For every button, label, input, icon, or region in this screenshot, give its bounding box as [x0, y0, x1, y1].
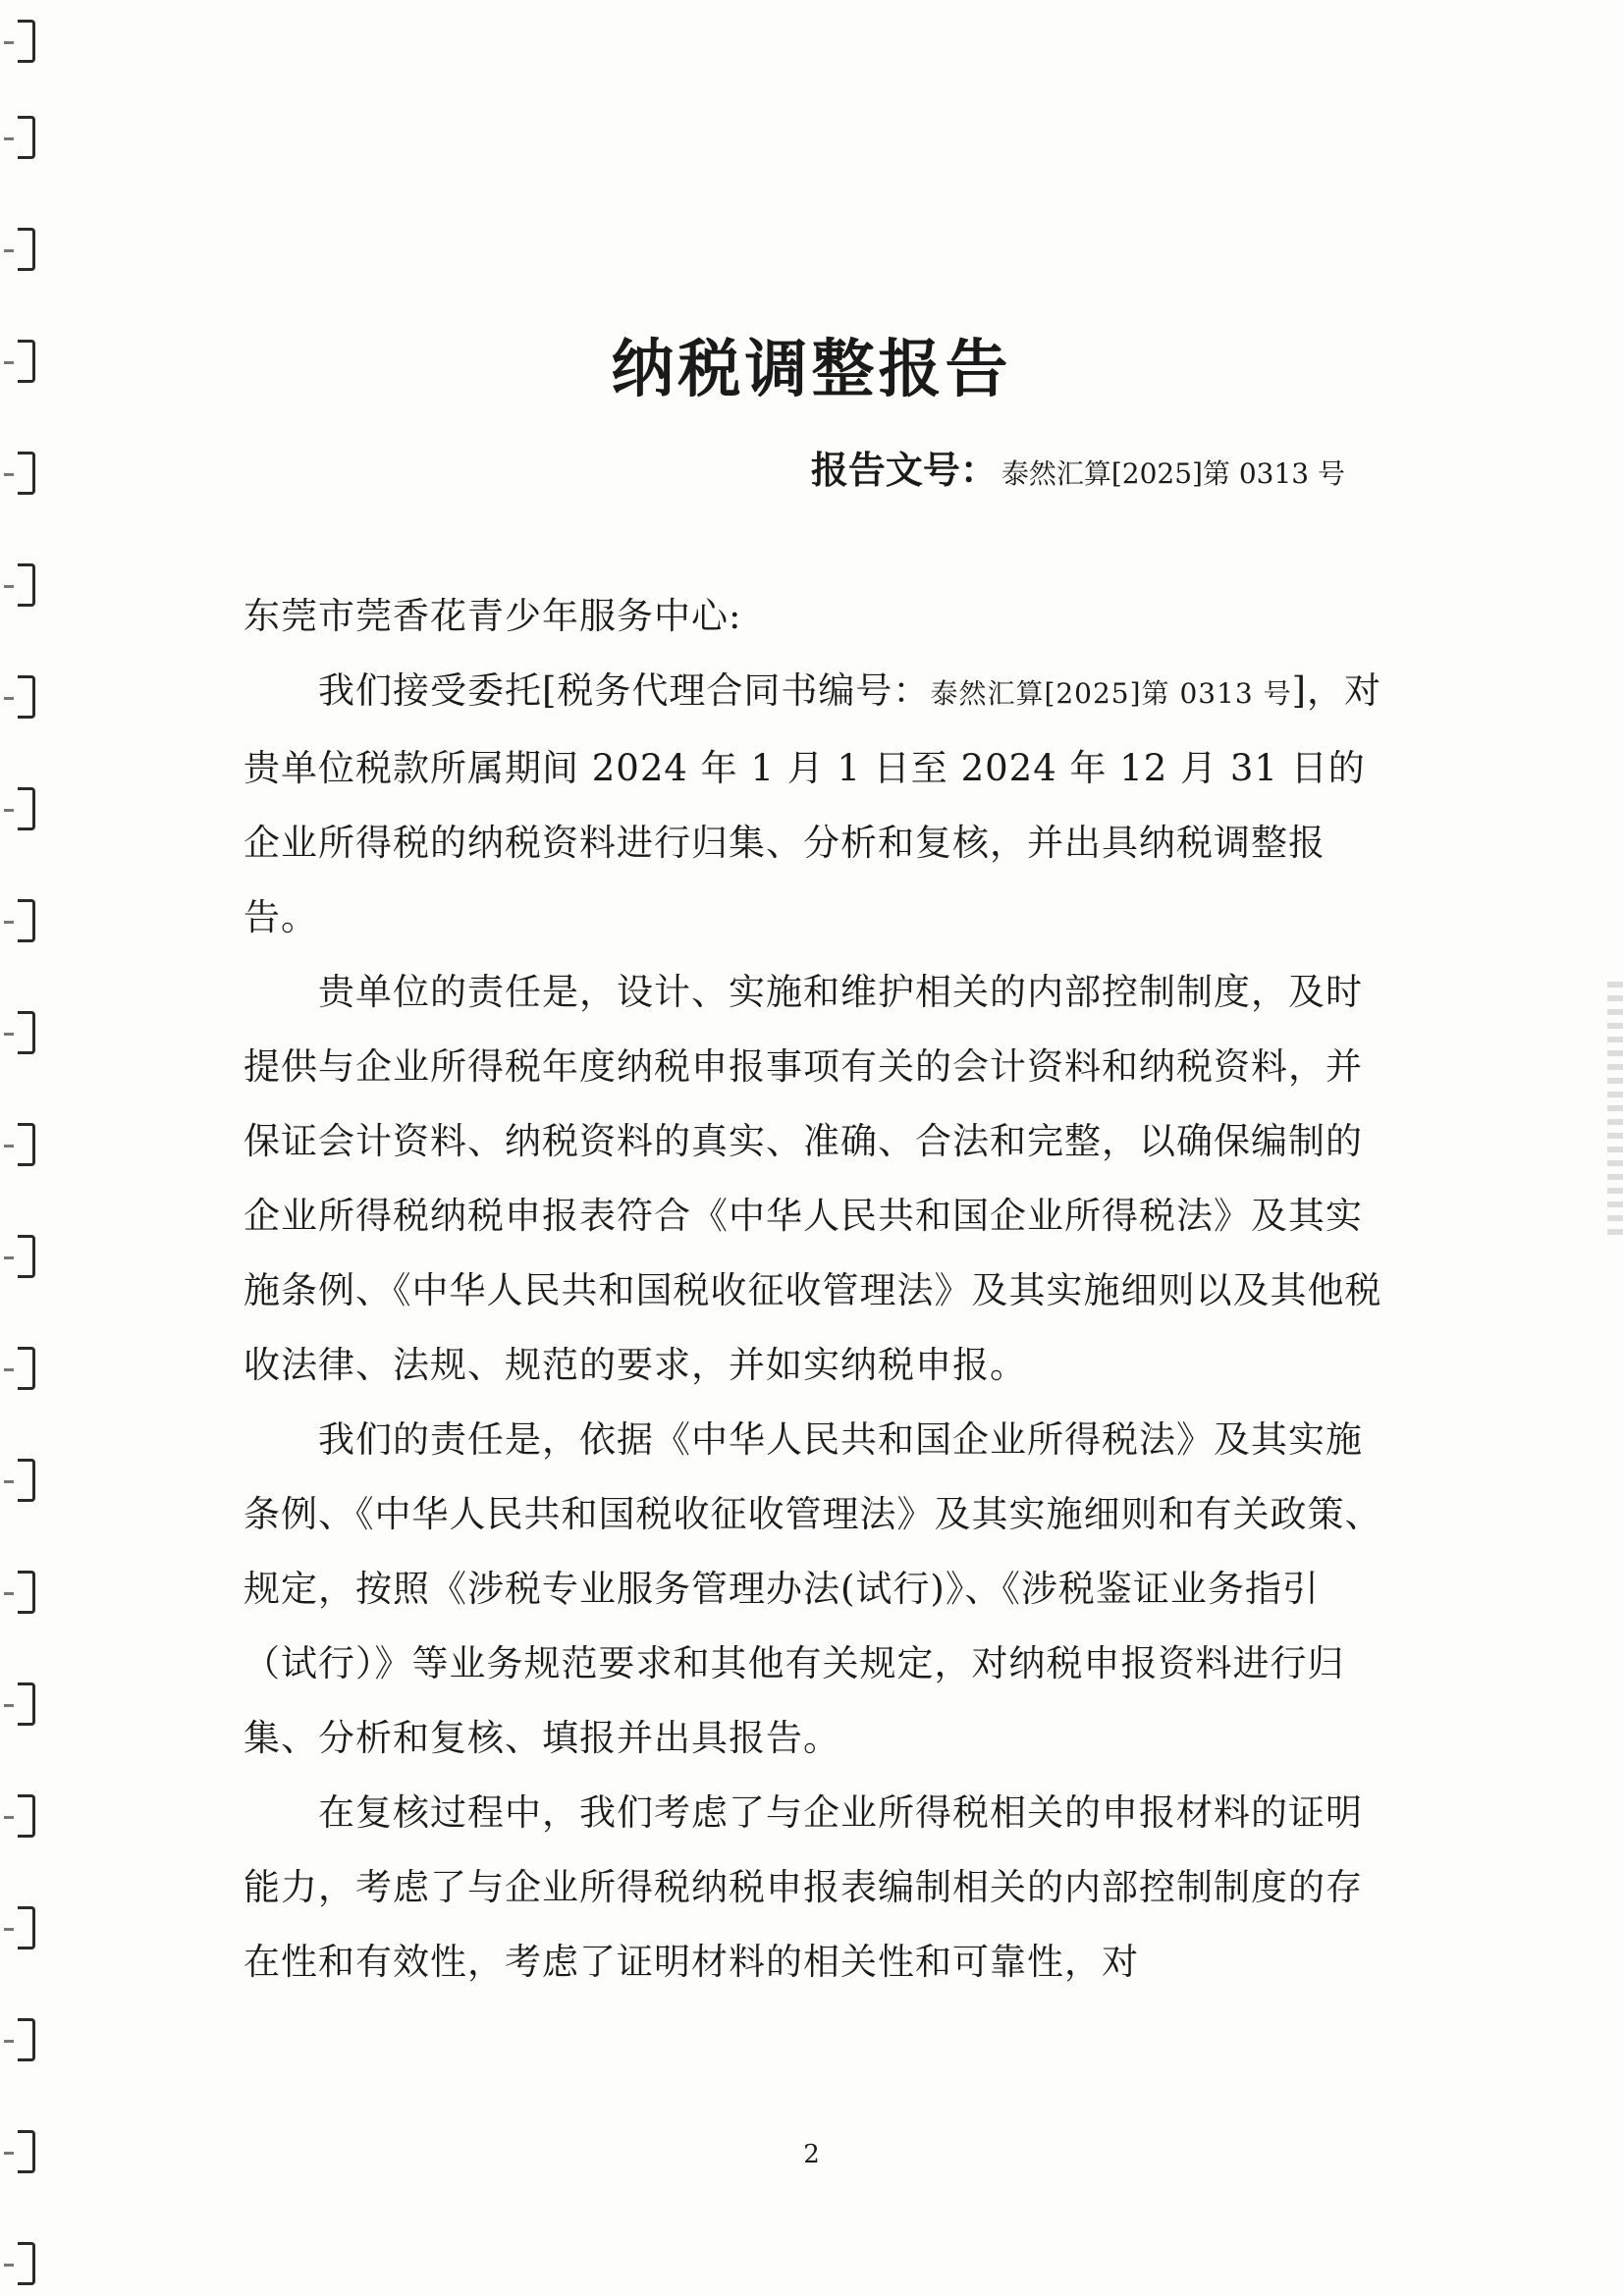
report-number: [811, 440, 1345, 494]
binding-ring: [18, 2242, 35, 2285]
binding-ring: [18, 20, 35, 63]
binding-ring: [18, 452, 35, 495]
page-number: 2: [803, 2140, 820, 2169]
binding-ring: [18, 1906, 35, 1949]
scan-edge-mark: [1607, 982, 1623, 1237]
binding-ring: [18, 1571, 35, 1614]
binding-ring: [18, 228, 35, 271]
paragraph-review-process: 在复核过程中，我们考虑了与企业所得税相关的申报材料的证明能力，考虑了与企业所得税纳税申报表编制相关的内部控制制度的存在性和有效性，考虑了证明材料的相关性和可靠性，对: [243, 1791, 1363, 1983]
paragraph-engagement: [243, 654, 1382, 955]
paragraph-engagement-rest: ]，对贵单位税款所属期间 2024 年 1 月 1 日至 2024 年 12 月 31 日的企业所得税的纳税资料进行归集、分析和复核，并出具纳税调整报告。: [243, 669, 1382, 938]
binding-ring: [18, 1347, 35, 1390]
binding-ring: [18, 899, 35, 942]
binding-ring: [18, 563, 35, 607]
binding-ring: [18, 675, 35, 719]
binding-ring: [18, 1459, 35, 1502]
binding-ring: [18, 116, 35, 159]
binding-ring: [18, 1682, 35, 1726]
paragraph-our-responsibility: 我们的责任是，依据《中华人民共和国企业所得税法》及其实施条例、《中华人民共和国税收征收管理法》及其实施细则和有关政策、规定，按照《涉税专业服务管理办法(试行)》、《涉税鉴证业务指引（试行）》等业务规范要求和其他有关规定，对纳税申报资料进行归集、分析和复核、填报并出具报告。: [243, 1418, 1382, 1759]
binding-ring: [18, 2018, 35, 2061]
report-number-label: 报告文号：: [810, 449, 998, 492]
binding-ring: [18, 1123, 35, 1166]
addressee: 东莞市莞香花青少年服务中心:: [243, 595, 742, 637]
paragraph-client-responsibility: 贵单位的责任是，设计、实施和维护相关的内部控制制度，及时提供与企业所得税年度纳税申报事项有关的会计资料和纳税资料，并保证会计资料、纳税资料的真实、准确、合法和完整，以确保编制的企业所得税纳税申报表符合《中华人民共和国企业所得税法》及其实施条例、《中华人民共和国税收征收管理法》及其实施细则以及其他税收法律、法规、规范的要求，并如实纳税申报。: [243, 971, 1382, 1386]
binding-ring: [18, 787, 35, 830]
paragraph-engagement-lead: 我们接受委托[税务代理合同书编号：: [318, 669, 931, 712]
binding-ring: [18, 1794, 35, 1838]
page-title: 纳税调整报告: [611, 334, 1012, 406]
report-number-value: 泰然汇算[2025]第 0313 号: [1001, 457, 1345, 490]
contract-number: 泰然汇算[2025]第 0313 号: [930, 677, 1292, 710]
binding-ring: [18, 1235, 35, 1278]
report-body: [243, 579, 1382, 2000]
binding-ring: [18, 1011, 35, 1054]
